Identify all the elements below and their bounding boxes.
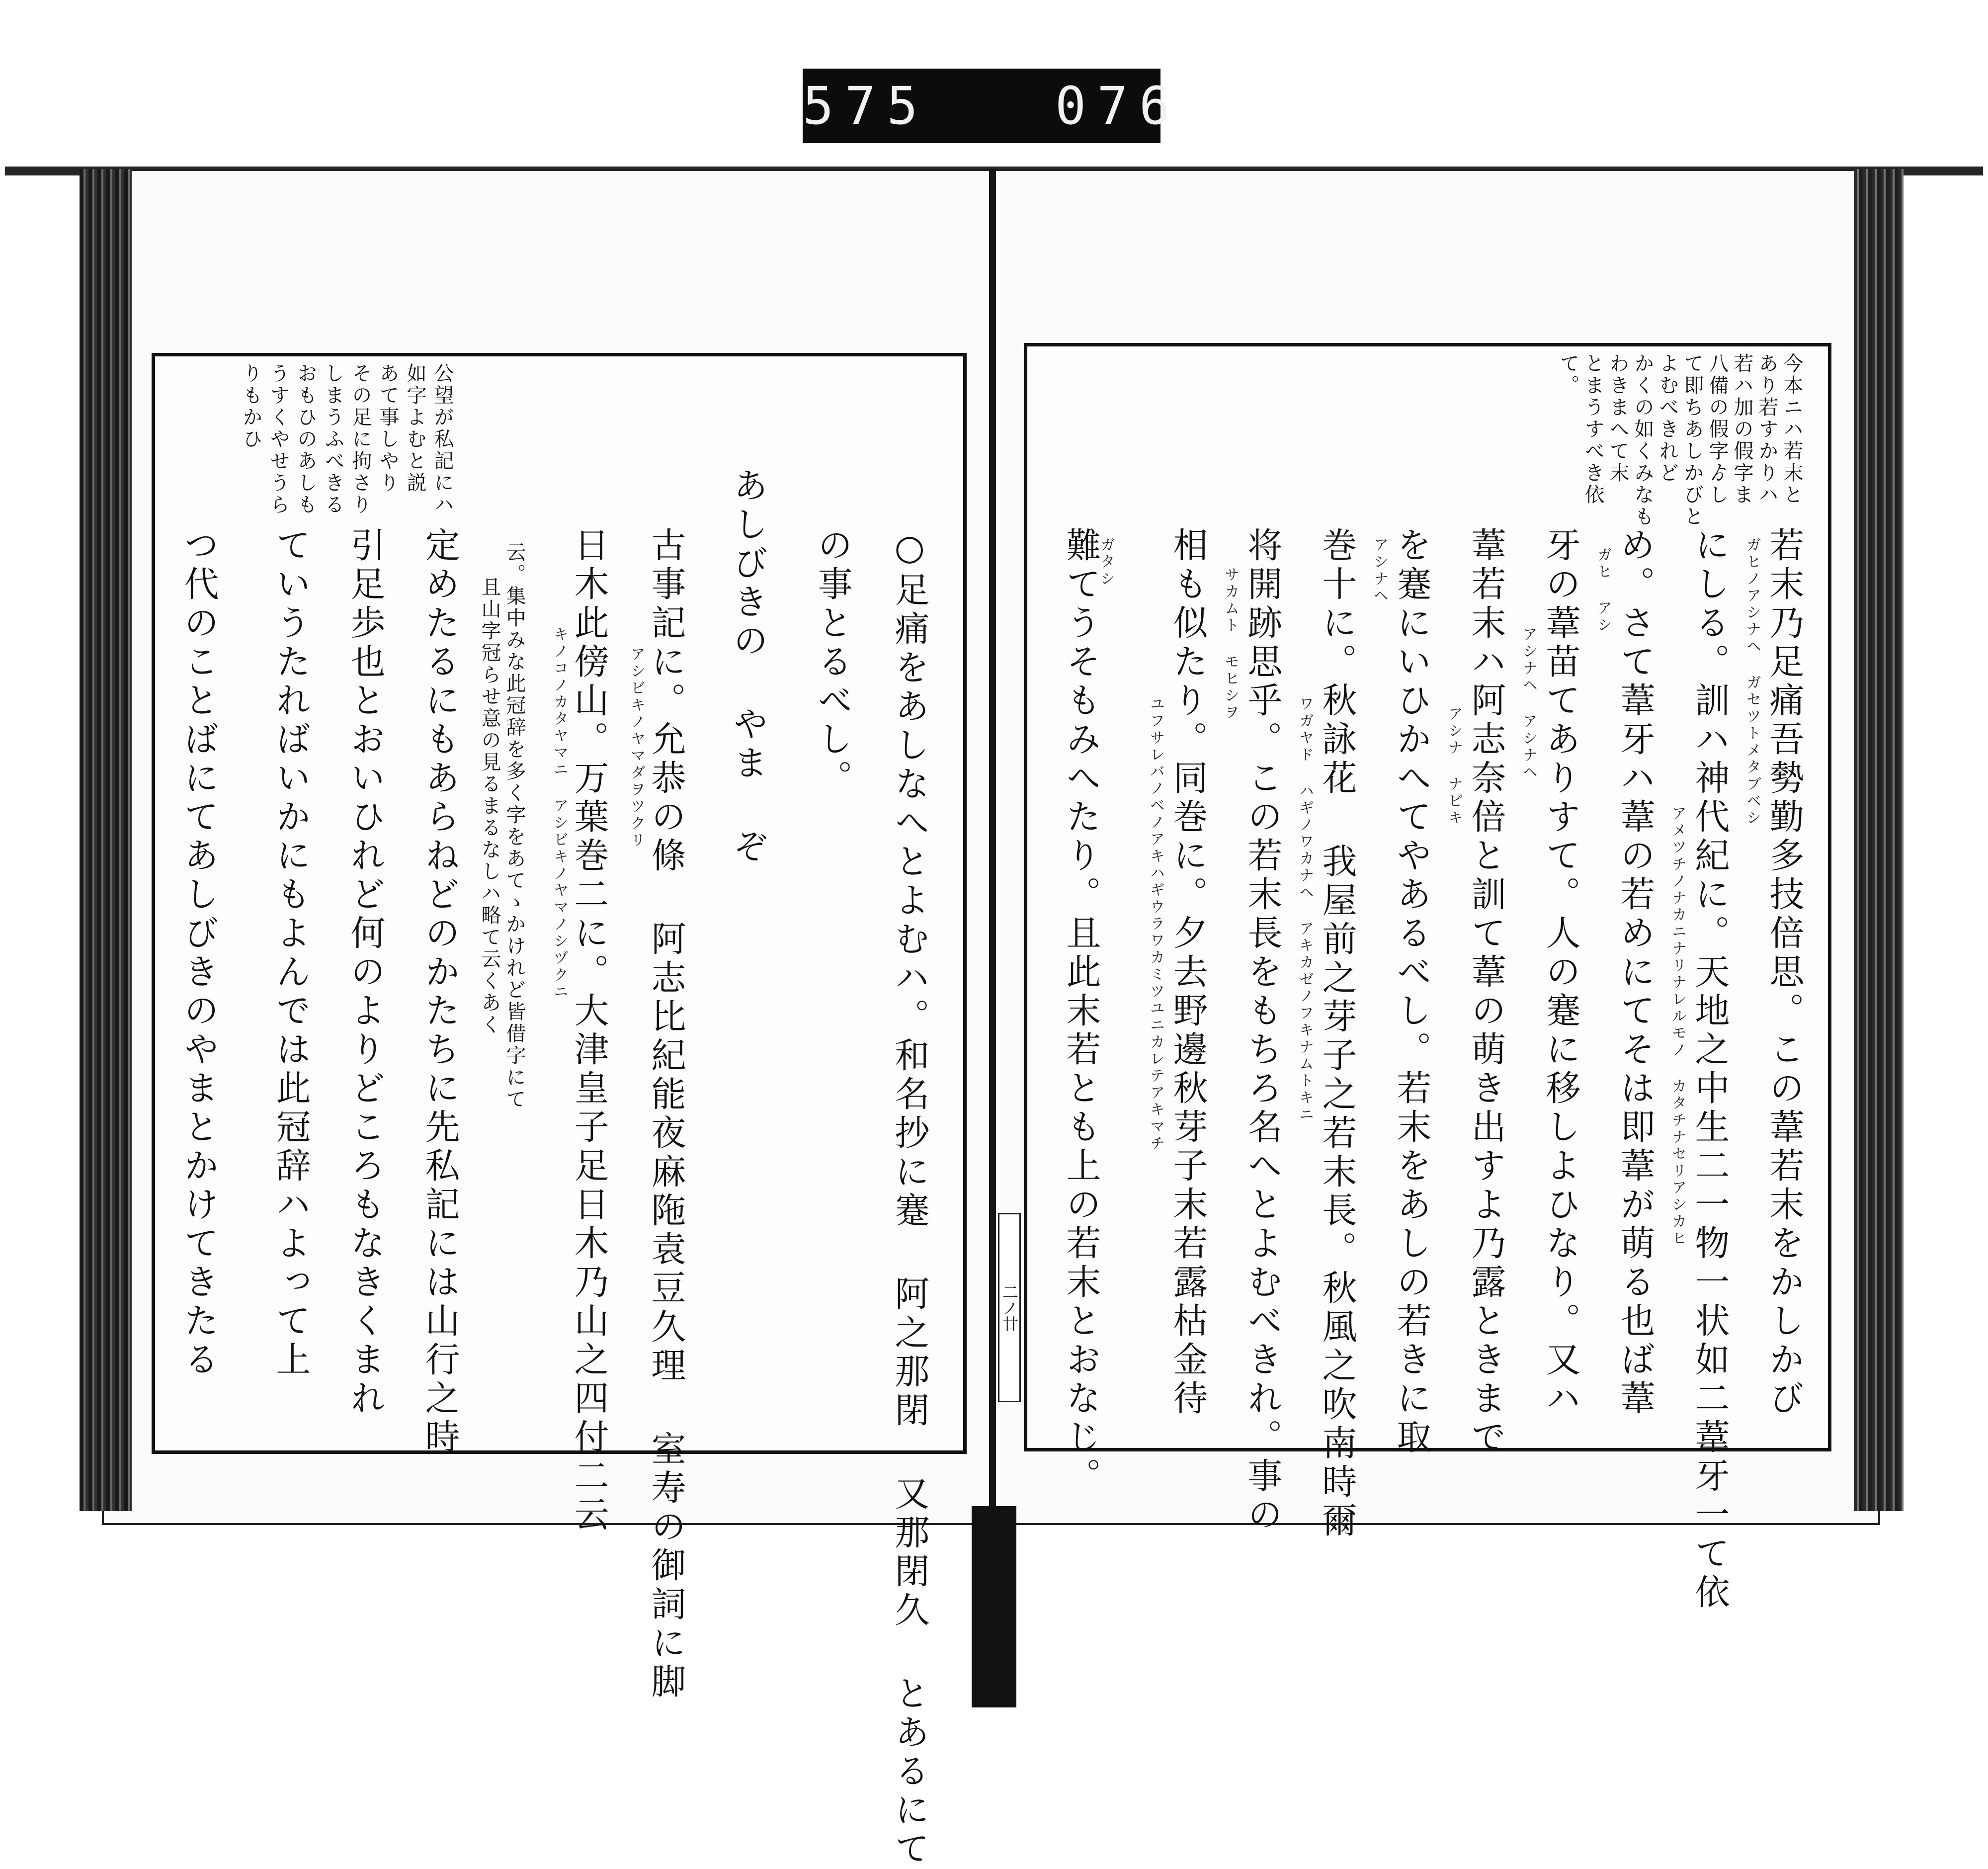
text-column: ていうたればいかにもよんでは此冠辞ハよって上	[270, 527, 311, 1380]
text-column: 云。集中みな此冠辞を多く字をあてゝかけれど皆借字にて	[503, 542, 526, 1110]
counter-right: 076	[1055, 76, 1181, 136]
ruby-column: アシナヘ	[1371, 537, 1388, 604]
note-column: 若ハ加の假字ま	[1731, 353, 1753, 506]
ruby-column: アシナ ナビキ	[1445, 706, 1463, 827]
text-column: 葦若末ハ阿志奈倍と訓て葦の萌き出すよ乃露ときまで	[1466, 527, 1506, 1457]
text-column: 難てうそもみへたり。且此末若とも上の若末とおなじ。	[1061, 527, 1101, 1496]
note-column: わきまへて末	[1606, 353, 1629, 484]
note-column: て即ちあしかびと	[1681, 353, 1704, 528]
text-column: め。さて葦牙ハ葦の若めにてそは即葦が萌る也ば葦	[1615, 527, 1656, 1419]
ruby-column: アメツチノナカニナリナレルモノ カタチナセリアシカヒ	[1669, 805, 1686, 1247]
note-column: 八備の假字ゟし	[1706, 353, 1729, 506]
text-column: にしる。訓ハ神代紀に。天地之中生二一物一状如二葦牙一て依	[1689, 527, 1730, 1613]
note-column: 公望が私記にハ	[431, 363, 454, 516]
ruby-column: ユフサレバノベノアキハギウラワカミツユニカレテアキマチ	[1147, 696, 1164, 1152]
ruby-column: ガヒ アシ	[1594, 547, 1612, 634]
book-spine	[972, 1506, 1016, 1707]
note-column: かくの如くみなも	[1631, 353, 1654, 528]
ruby-column: キノコノカタヤマニ アシビキノヤマノシヅクニ	[551, 626, 568, 1001]
note-column: 如字よむと説	[404, 363, 426, 494]
text-column: 定めたるにもあらねどのかたちに先私記には山行之時	[419, 527, 460, 1457]
ruby-column: ワガヤド ハギノワカナヘ アキカゼノフキナムトキニ	[1296, 696, 1314, 1123]
text-column: の事とるべし。	[812, 527, 853, 798]
right-page-edge	[1854, 169, 1904, 1511]
left-page-edge	[80, 169, 132, 1511]
text-column: 若末乃足痛吾勢勤多技倍思。この葦若末をかしかび	[1764, 527, 1805, 1419]
ruby-column: アシビキノヤマダヲツクリ	[628, 646, 645, 849]
text-column: つ代のことばにてあしびきのやまとかけてきたる	[178, 527, 219, 1380]
text-column: 牙の葦苗てありすて。人の蹇に移しよひなり。又ハ	[1540, 527, 1581, 1419]
note-column: りもかひ	[240, 363, 262, 450]
text-column: 且山字冠らせ意の見るまるなしハ略て云くあく	[478, 577, 501, 1036]
text-column: 相も似たり。同巻に。夕去野邊秋芽子末若露枯金待	[1167, 527, 1208, 1419]
ruby-column: ガヒノアシナヘ ガセツトメタブベシ	[1743, 537, 1761, 827]
text-column: 引足歩也とおいひれど何のよりどころもなきくまれ	[345, 527, 386, 1419]
note-column: 今本ニハ若末と	[1780, 353, 1803, 506]
text-column: 古事記に。允恭の條 阿志比紀能夜麻陁袁豆久理 室寿の御詞に脚	[646, 527, 686, 1702]
page-number-tab: 二ノ廿	[998, 1213, 1021, 1402]
ruby-column: ガタシ	[1097, 537, 1115, 588]
note-column: よむべきれど	[1656, 353, 1679, 484]
text-column: ○足痛をあしなへとよむハ。和名抄に蹇 阿之那閉 又那閉久 とあるにて	[889, 527, 930, 1869]
counter-left: 575	[803, 76, 929, 136]
frame-counter	[803, 69, 1181, 143]
note-column: おもひのあしも	[294, 363, 317, 516]
note-column: その足に拘さり	[349, 363, 372, 516]
book-gutter	[989, 169, 996, 1541]
text-column: あしびきの やま ぞ	[728, 467, 768, 867]
note-column: しまうふべきる	[322, 363, 344, 516]
ruby-column: アシナヘ アシナヘ	[1520, 626, 1537, 781]
text-column: を蹇にいひかへてやあるべし。若末をあしの若きに取	[1391, 527, 1432, 1457]
text-column: 巻十に。秋詠花 我屋前之芽子之若末長。秋風之吹南時爾	[1317, 527, 1357, 1541]
note-column: うすくやせうら	[267, 363, 290, 516]
ruby-column: サカムト モヒシヲ	[1222, 567, 1239, 721]
text-column: 日木此傍山。万葉巻二に。大津皇子足日木乃山之四付二云	[569, 527, 609, 1535]
note-column: て。	[1557, 353, 1579, 397]
note-column: あり若すかりハ	[1755, 353, 1778, 506]
note-column: あて事しやり	[376, 363, 399, 494]
note-column: とまうすべき依	[1581, 353, 1604, 506]
text-column: 将開跡思乎。この若末長をもちろ名へとよむべきれ。事の	[1242, 527, 1283, 1535]
